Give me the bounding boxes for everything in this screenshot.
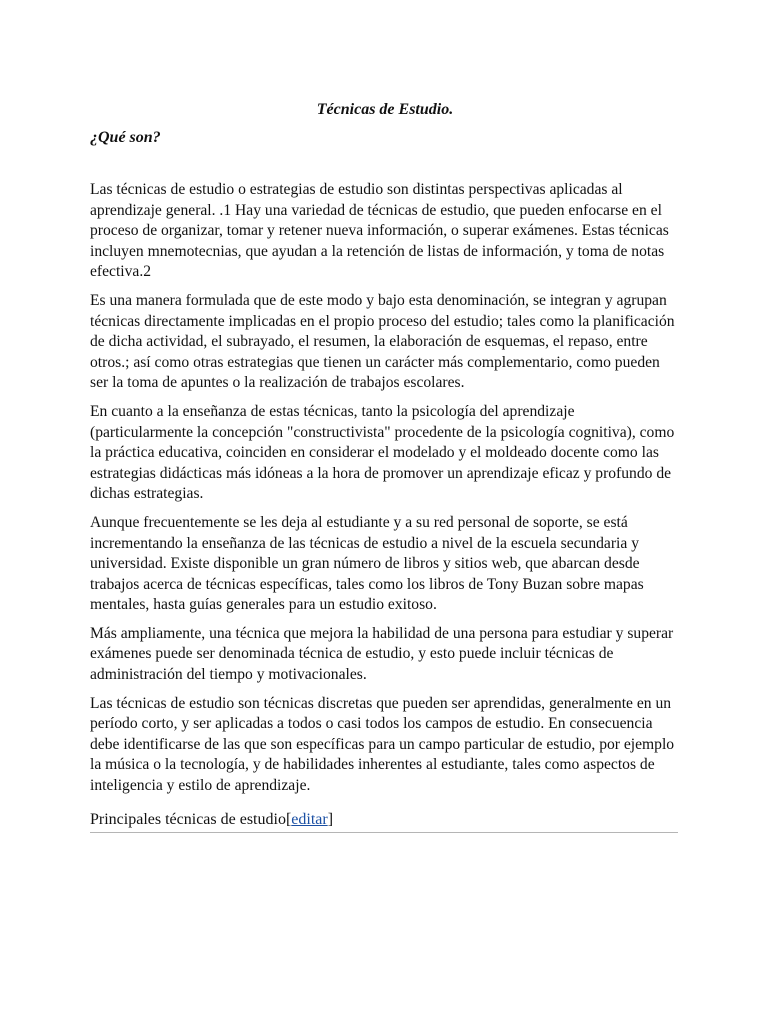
- paragraph-1: Las técnicas de estudio o estrategias de estudio son distintas perspectivas aplicadas al aprendizaje general. .1 Hay una variedad de técnicas de estudio, que pueden enfocarse en el proceso de organizar, tomar y retener nueva información, o superar exámenes. Estas técnicas incluyen mnemotecnias, que ayudan a la retención de listas de información, y toma de notas efectiva.2: [90, 181, 669, 281]
- paragraph-3: En cuanto a la enseñanza de estas técnicas, tanto la psicología del aprendizaje (particularmente la concepción "constructivista" procedente de la psicología cognitiva), como la práctica educativa, coinciden en considerar el modelado y el moldeado docente como las estrategias didácticas más idóneas a la hora de promover un aprendizaje eficaz y profundo de dichas estrategias.: [90, 402, 675, 503]
- edit-bracket-close: ]: [327, 810, 334, 828]
- section-subtitle: ¿Qué son?: [90, 129, 161, 146]
- paragraph-5: Más ampliamente, una técnica que mejora la habilidad de una persona para estudiar y superar exámenes puede ser denominada técnica de estudio, y esto puede incluir técnicas de administración del tiempo y motivacionales.: [90, 624, 674, 684]
- document-page: [90, 100, 680, 833]
- edit-link[interactable]: editar: [291, 810, 328, 828]
- section-heading-text: Principales técnicas de estudio: [90, 810, 286, 828]
- edit-bracket-open: [: [285, 810, 292, 828]
- paragraph-4: Aunque frecuentemente se les deja al estudiante y a su red personal de soporte, se está incrementando la enseñanza de las técnicas de estudio a nivel de la escuela secundaria y universidad. Existe disponible un gran número de libros y sitios web, que abarcan desde trabajos acerca de técnicas específicas, tales como los libros de Tony Buzan sobre mapas mentales, hasta guías generales para un estudio exitoso.: [90, 513, 644, 614]
- paragraph-6: Las técnicas de estudio son técnicas discretas que pueden ser aprendidas, generalmente en un período corto, y ser aplicadas a todos o casi todos los campos de estudio. En consecuencia debe identificarse de las que son específicas para un campo particular de estudio, por ejemplo la música o la tecnología, y de habilidades inherentes al estudiante, tales como aspectos de inteligencia y estilo de aprendizaje.: [90, 694, 675, 795]
- paragraph-2: Es una manera formulada que de este modo y bajo esta denominación, se integran y agrupan técnicas directamente implicadas en el propio proceso del estudio; tales como la planificación de dicha actividad, el subrayado, el resumen, la elaboración de esquemas, el repaso, entre otros.; así como otras estrategias que tienen un carácter más complementario, como pueden ser la toma de apuntes o la realización de trabajos escolares.: [90, 291, 675, 392]
- document-title: Técnicas de Estudio.: [316, 101, 454, 118]
- section-heading-principales: [90, 809, 678, 833]
